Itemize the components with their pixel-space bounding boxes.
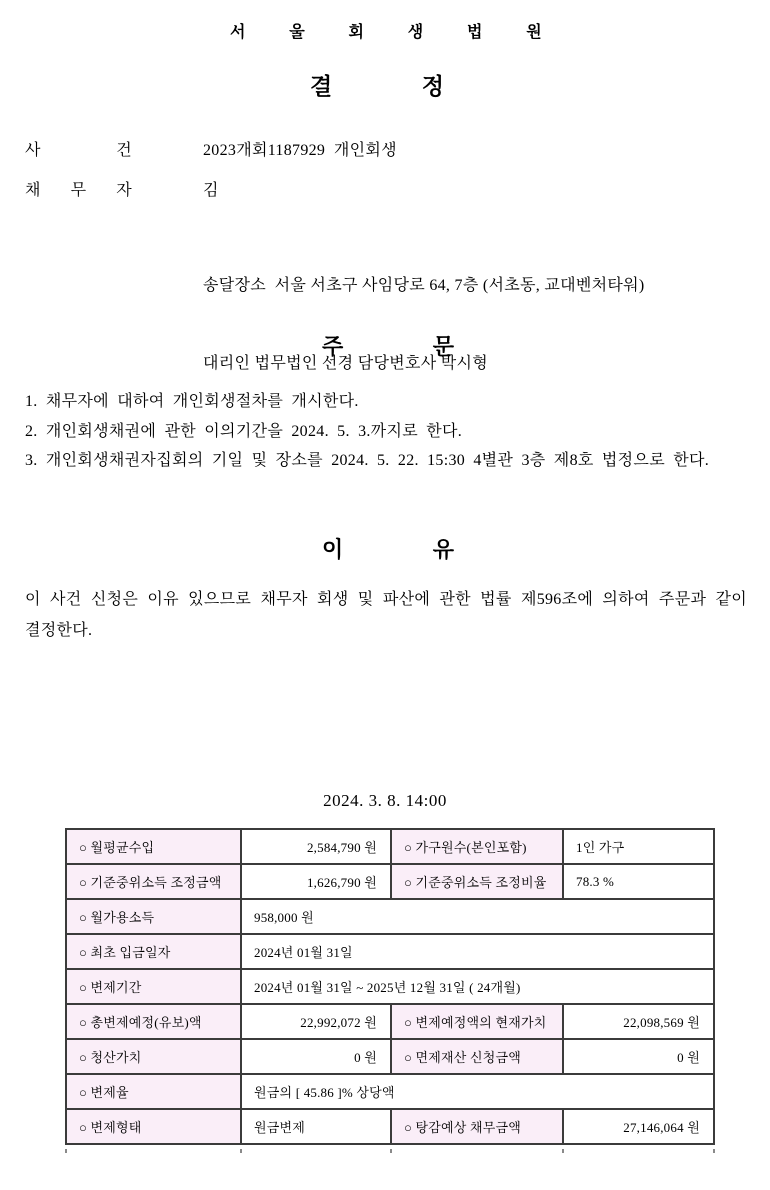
table-cutoff-border-stub — [240, 1149, 242, 1153]
household-size-label: ○ 가구원수(본인포함) — [391, 829, 563, 864]
exempt-property-amount-label: ○ 면제재산 신청금액 — [391, 1039, 563, 1074]
order-section-heading: 주 문 — [322, 334, 454, 359]
decision-datetime: 2024. 3. 8. 14:00 — [323, 791, 447, 810]
order-item-1: 1. 채무자에 대하여 개인회생절차를 개시한다. — [25, 393, 359, 410]
monthly-disposable-income-label: ○ 월가용소득 — [66, 899, 241, 934]
order-item-3: 3. 개인회생채권자집회의 기일 및 장소를 2024. 5. 22. 15:30 4별관 3층 제8호 법정으로 한다. — [25, 452, 710, 469]
reason-section-heading: 이 유 — [322, 537, 454, 562]
table-row — [66, 829, 714, 864]
table-row — [66, 934, 714, 969]
case-number-row — [25, 137, 745, 160]
first-deposit-date-label: ○ 최초 입금일자 — [66, 934, 241, 969]
expected-debt-reduction-value: 27,146,064 원 — [563, 1109, 714, 1144]
document-type-title: 결 정 — [310, 74, 444, 99]
exempt-property-amount-value: 0 원 — [563, 1039, 714, 1074]
table-row — [66, 899, 714, 934]
court-name-title: 서 울 회 생 법 원 — [230, 24, 542, 41]
case-label: 사 건 — [25, 142, 132, 159]
monthly-average-income-value: 2,584,790 원 — [241, 829, 391, 864]
table-cutoff-border-stub — [713, 1149, 715, 1153]
table-row — [66, 1004, 714, 1039]
liquidation-value-label: ○ 청산가치 — [66, 1039, 241, 1074]
debtor-row — [25, 177, 745, 200]
median-income-adjusted-amount-value: 1,626,790 원 — [241, 864, 391, 899]
first-deposit-date-value: 2024년 01월 31일 — [241, 934, 714, 969]
table-row — [66, 1074, 714, 1109]
median-income-adjustment-ratio-value: 78.3 % — [563, 864, 714, 899]
median-income-adjustment-ratio-label: ○ 기준중위소득 조정비율 — [391, 864, 563, 899]
total-expected-repayment-label: ○ 총변제예정(유보)액 — [66, 1004, 241, 1039]
service-address: 송달장소 서울 서초구 사임당로 64, 7층 (서초동, 교대벤처타워) — [203, 277, 645, 294]
repayment-rate-label: ○ 변제율 — [66, 1074, 241, 1109]
table-row — [66, 1109, 714, 1144]
table-cutoff-border-stub — [390, 1149, 392, 1153]
median-income-adjusted-amount-label: ○ 기준중위소득 조정금액 — [66, 864, 241, 899]
repayment-type-value: 원금변제 — [241, 1109, 391, 1144]
monthly-disposable-income-value: 958,000 원 — [241, 899, 714, 934]
repayment-period-label: ○ 변제기간 — [66, 969, 241, 1004]
total-expected-repayment-value: 22,992,072 원 — [241, 1004, 391, 1039]
expected-debt-reduction-label: ○ 탕감예상 채무금액 — [391, 1109, 563, 1144]
case-number-value: 2023개회1187929 개인회생 — [203, 142, 397, 159]
household-size-value: 1인 가구 — [563, 829, 714, 864]
repayment-present-value-value: 22,098,569 원 — [563, 1004, 714, 1039]
table-cutoff-border-stub — [562, 1149, 564, 1153]
repayment-rate-value: 원금의 [ 45.86 ]% 상당액 — [241, 1074, 714, 1109]
repayment-summary-table — [65, 828, 715, 1145]
table-row — [66, 1039, 714, 1074]
repayment-present-value-label: ○ 변제예정액의 현재가치 — [391, 1004, 563, 1039]
debtor-label: 채 무 자 — [25, 182, 132, 199]
monthly-average-income-label: ○ 월평균수입 — [66, 829, 241, 864]
reason-paragraph: 이 사건 신청은 이유 있으므로 채무자 회생 및 파산에 관한 법률 제596조에 의하여 주문과 같이 결정한다. — [25, 591, 747, 639]
order-item-2: 2. 개인회생채권에 관한 이의기간을 2024. 5. 3.까지로 한다. — [25, 423, 463, 440]
attorney-line: 대리인 법무법인 선경 담당변호사 박시형 — [203, 355, 489, 372]
debtor-name-value: 김 — [203, 182, 219, 199]
repayment-type-label: ○ 변제형태 — [66, 1109, 241, 1144]
repayment-period-value: 2024년 01월 31일 ~ 2025년 12월 31일 ( 24개월) — [241, 969, 714, 1004]
table-cutoff-border-stub — [65, 1149, 67, 1153]
table-row — [66, 864, 714, 899]
liquidation-value-value: 0 원 — [241, 1039, 391, 1074]
table-row — [66, 969, 714, 1004]
